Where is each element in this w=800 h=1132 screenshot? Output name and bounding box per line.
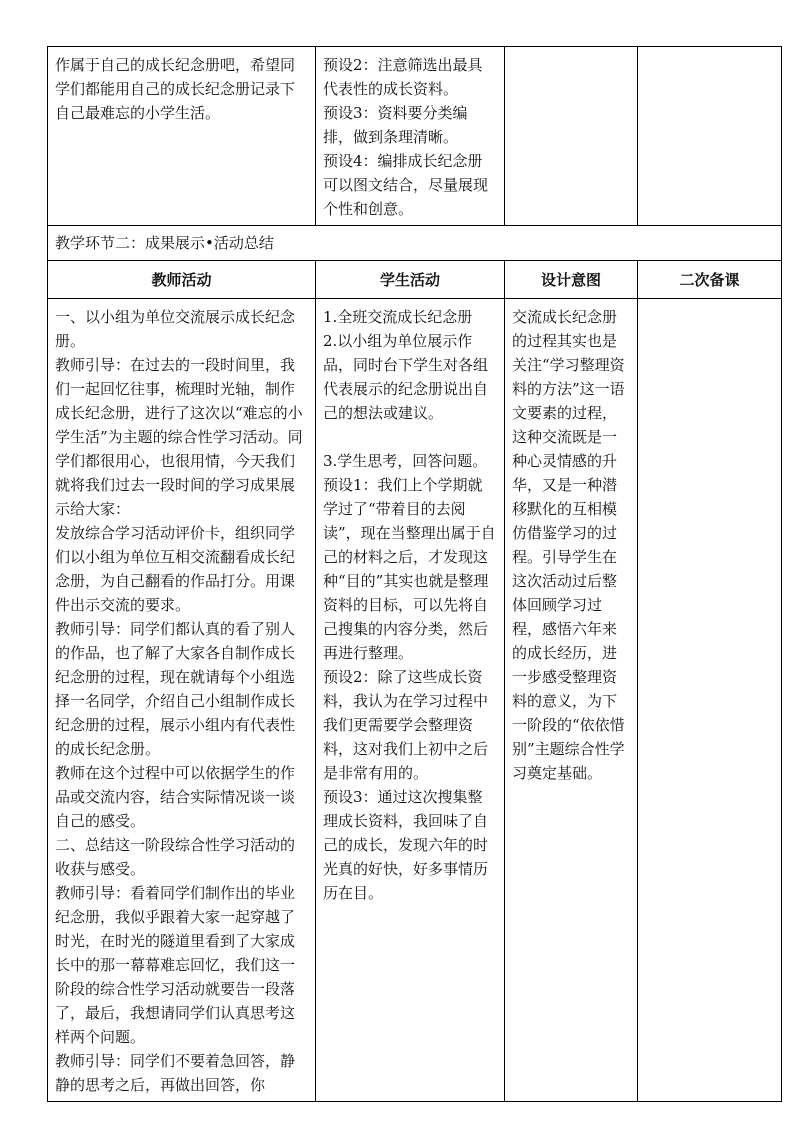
continued-row (48, 47, 782, 226)
student-paragraph: 预设1：我们上个学期就学过了“带着目的去阅读”，现在当整理出属于自己的材料之后，才发现这种“目的”其实也就是整理资料的目标，可以先将自己搜集的内容分类，然后再进行整理。 (323, 476, 496, 662)
lesson-plan-table (47, 46, 782, 1102)
teacher-activity-cell (48, 299, 316, 1102)
header-second-prep: 二次备课 (638, 261, 782, 299)
student-paragraph: 预设3：通过这次搜集整理成长资料，我回味了自己的成长，发现六年的时光真的好快，好多事情历历在目。 (323, 788, 489, 902)
header-student-activity: 学生活动 (316, 261, 505, 299)
section-title: 教学环节二：成果展示•活动总结 (48, 226, 782, 261)
student-preset: 预设3：资料要分类编排，做到条理清晰。 (323, 104, 468, 146)
teacher-paragraph: 一、以小组为单位交流展示成长纪念册。 (55, 308, 296, 350)
teacher-paragraph: 教师在这个过程中可以依据学生的作品或交流内容，结合实际情况谈一谈自己的感受。 (55, 764, 296, 830)
second-prep-cell (638, 299, 782, 1102)
student-paragraph: 1.全班交流成长纪念册 (323, 308, 473, 326)
header-teacher-activity: 教师活动 (48, 261, 316, 299)
student-preset: 预设4：编排成长纪念册可以图文结合，尽量展现个性和创意。 (323, 152, 489, 218)
continued-teacher-cell (48, 47, 316, 226)
student-preset: 预设2：注意筛选出最具代表性的成长资料。 (323, 56, 483, 98)
teacher-paragraph: 教师引导：在过去的一段时间里，我们一起回忆往事，梳理时光轴，制作成长纪念册，进行了这次以“难忘的小学生活”为主题的综合性学习活动。同学们都很用心，也很用情，今天我们就将我们过去一段时间的学习成果展示给大家： (55, 356, 303, 518)
continued-teacher-text: 作属于自己的成长纪念册吧，希望同学们都能用自己的成长纪念册记录下自己最难忘的小学生活。 (55, 56, 296, 122)
design-intent-cell (505, 299, 638, 1102)
student-activity-cell (316, 299, 505, 1102)
teacher-paragraph: 教师引导：同学们都认真的看了别人的作品，也了解了大家各自制作成长纪念册的过程，现在就请每个小组选择一名同学，介绍自己小组制作成长纪念册的过程，展示小组内有代表性的成长纪念册。 (55, 620, 296, 758)
section-row (48, 226, 782, 261)
student-paragraph: 预设2：除了这些成长资料，我认为在学习过程中我们更需要学会整理资料，这对我们上初中之后是非常有用的。 (323, 668, 489, 782)
teacher-paragraph: 教师引导：看着同学们制作出的毕业纪念册，我似乎跟着大家一起穿越了时光，在时光的隧道里看到了大家成长中的那一幕幕难忘回忆，我们这一阶段的综合性学习活动就要告一段落了，最后，我想请同学们认真思考这样两个问题。 (55, 884, 296, 1046)
main-row (48, 299, 782, 1102)
teacher-paragraph: 二、总结这一阶段综合性学习活动的收获与感受。 (55, 836, 296, 878)
paragraph-gap (323, 425, 497, 449)
student-paragraph: 2.以小组为单位展示作品，同时台下学生对各组代表展示的纪念册说出自己的想法或建议。 (323, 332, 489, 422)
header-design-intent: 设计意图 (505, 261, 638, 299)
teacher-paragraph: 发放综合学习活动评价卡，组织同学们以小组为单位互相交流翻看成长纪念册，为自己翻看的作品打分。用课件出示交流的要求。 (55, 524, 296, 614)
design-intent-text: 交流成长纪念册的过程其实也是关注“学习整理资料的方法”这一语文要素的过程，这种交流既是一种心灵情感的升华，又是一种潜移默化的互相模仿借鉴学习的过程。引导学生在这次活动过后整体回顾学习过程，感悟六年来的成长经历，进一步感受整理资料的意义，为下一阶段的“依依惜别”主题综合性学习奠定基础。 (512, 308, 625, 782)
student-paragraph: 3.学生思考，回答问题。 (323, 452, 488, 470)
teacher-paragraph: 教师引导：同学们不要着急回答，静静的思考之后，再做出回答，你 (55, 1052, 296, 1094)
continued-notes-cell (638, 47, 782, 226)
continued-student-cell (316, 47, 505, 226)
continued-design-cell (505, 47, 638, 226)
header-row (48, 261, 782, 299)
